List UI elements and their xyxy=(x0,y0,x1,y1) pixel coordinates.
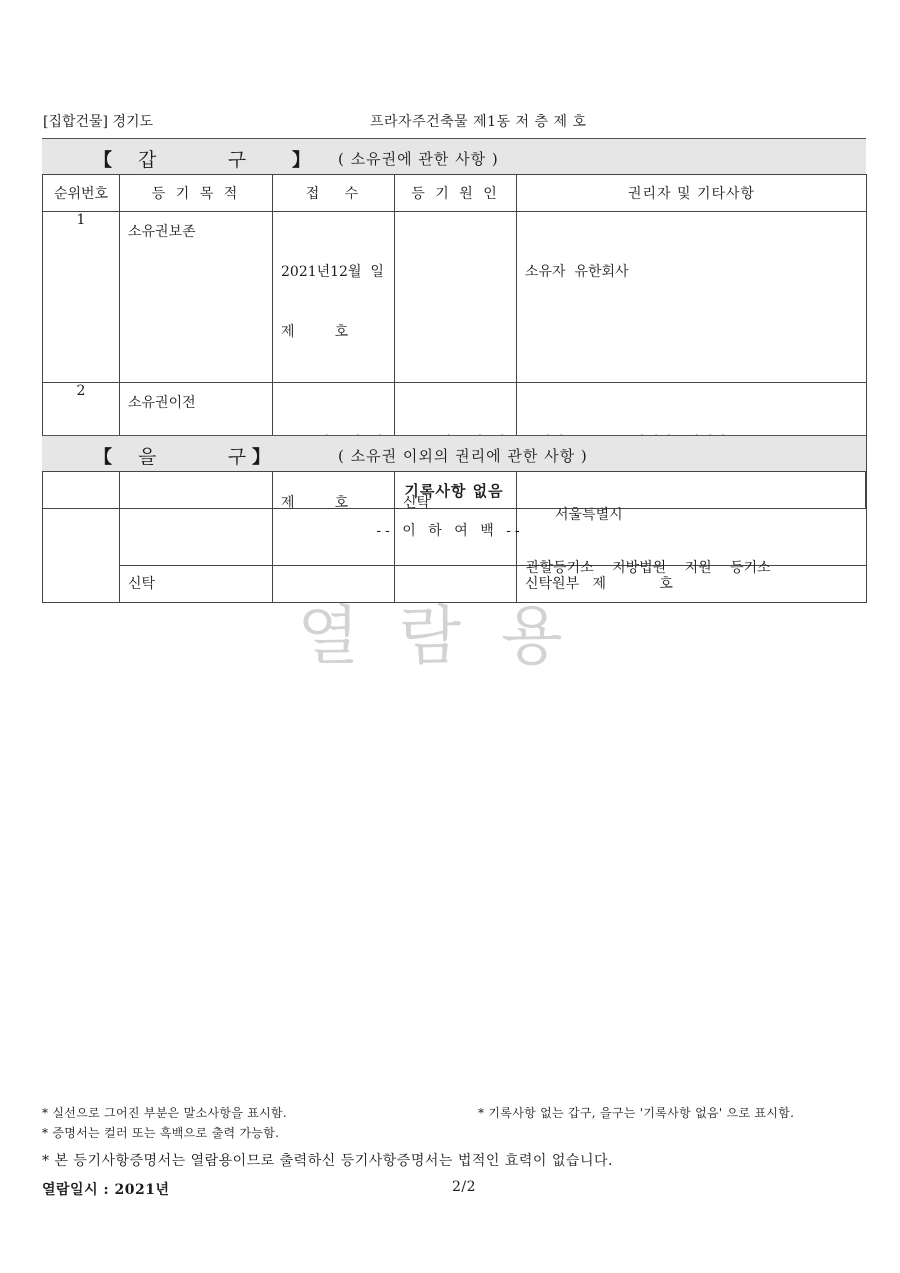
cause-type: 신탁 xyxy=(403,495,431,511)
eul-section-header xyxy=(42,435,866,471)
eul-section-title: 을 구 xyxy=(138,446,248,468)
registration-purpose: 신탁 xyxy=(128,576,156,592)
column-header-cause: 등 기 원 인 xyxy=(395,175,517,212)
table-row xyxy=(43,212,867,383)
column-header-holder: 권리자 및 기타사항 xyxy=(517,175,867,212)
rank-number: 1 xyxy=(43,212,120,383)
rank-number: 2 xyxy=(43,383,120,603)
cause-date xyxy=(395,566,516,574)
view-datetime: 열람일시 : 2021년 xyxy=(42,1182,170,1198)
receipt-date: 2021년12월 일 xyxy=(281,264,384,280)
column-header-receipt: 접 수 xyxy=(273,175,395,212)
note-no-records: * 기록사항 없는 갑구, 을구는 '기록사항 없음' 으로 표시함. xyxy=(478,1106,795,1120)
column-header-purpose: 등 기 목 적 xyxy=(120,175,273,212)
column-header-rank: 순위번호 xyxy=(43,175,120,212)
holder-name: 신탁원부 제 호 xyxy=(525,576,673,592)
receipt-number: 제 호 xyxy=(281,324,349,340)
end-of-record-mark: -- 이 하 여 백 -- xyxy=(376,523,524,539)
bracket-open: 【 xyxy=(94,150,112,171)
receipt-date xyxy=(273,566,394,574)
gap-section-header xyxy=(42,138,866,174)
gap-section-title: 갑 구 xyxy=(138,149,248,171)
receipt-number: 제 호 xyxy=(281,495,349,511)
bracket-close: 】 xyxy=(292,150,310,171)
note-print-color: * 증명서는 컬러 또는 흑백으로 출력 가능함. xyxy=(42,1126,280,1140)
registry-office: 관할등기소 지방법원 지원 등기소 xyxy=(526,560,771,576)
eul-section-empty-notice: 기록사항 없음 xyxy=(42,471,866,509)
note-strikethrough: * 실선으로 그어진 부분은 말소사항을 표시함. xyxy=(42,1106,288,1120)
eul-section-subtitle: ( 소유권 이외의 권리에 관한 사항 ) xyxy=(338,447,588,465)
document-header-building: 프라자주건축물 제1동 저 층 제 호 xyxy=(370,114,587,130)
registration-purpose: 소유권보존 xyxy=(128,224,196,240)
document-header-location: [집합건물] 경기도 xyxy=(43,114,154,130)
gap-section-subtitle: ( 소유권에 관한 사항 ) xyxy=(338,150,499,168)
holder-name: 소유자 유한회사 xyxy=(525,264,629,280)
view-only-watermark: 열람용 xyxy=(297,600,603,674)
page-number: 2/2 xyxy=(452,1179,477,1195)
registration-purpose: 소유권이전 xyxy=(128,395,196,411)
legal-disclaimer: * 본 등기사항증명서는 열람용이므로 출력하신 등기사항증명서는 법적인 효력이 없습니다. xyxy=(42,1153,613,1169)
holder-address: 서울특별시 xyxy=(555,507,623,523)
bracket-open: 【 xyxy=(94,447,112,468)
table-header-row xyxy=(43,175,867,212)
bracket-close: 】 xyxy=(252,447,270,468)
